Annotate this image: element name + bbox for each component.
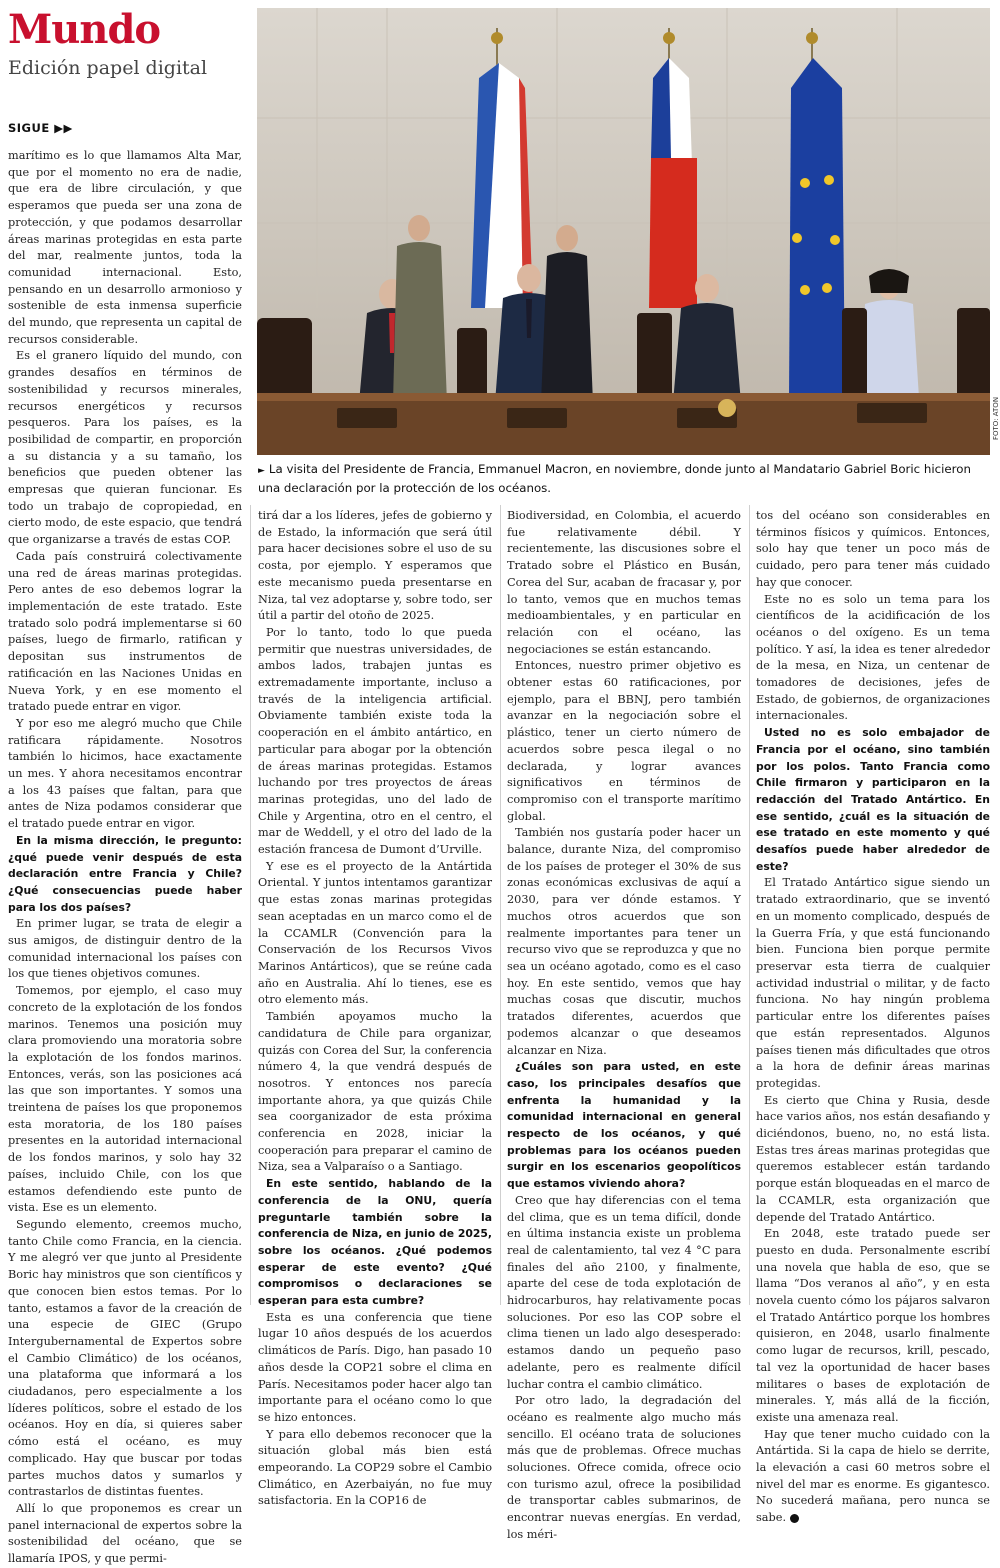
photo-caption [258, 461, 990, 497]
section-title: Mundo [8, 6, 161, 53]
article-paragraph: También nos gustaría poder hacer un balance, durante Niza, del compromiso de los países de proteger el 30% de sus zonas económicas exclusivas de aquí a 2030, para ver dónde estamos. Y muchos otros acuerdos que son realmente importantes para tener un recurso vivo que se reproduzca y que no sea un océano agotado, como es el caso hoy. En este sentido, vemos que hay muchas cosas que discutir, muchos tratados diferentes, acuerdos que podemos alcanzar o que deseamos alcanzar en Niza. [507, 826, 741, 1057]
column-divider [500, 505, 501, 1305]
end-of-article-icon [790, 1514, 799, 1523]
article-paragraph: tos del océano son considerables en términos físicos y químicos. Entonces, solo hay que tener un poco más de cuidado, pero para tener más cuidado hay que conocer. [756, 509, 990, 589]
article-paragraph: En primer lugar, se trata de elegir a sus amigos, de distinguir dentro de la comunidad internacional los países con los que tienes objetivos comunes. [8, 917, 242, 981]
article-paragraph: Biodiversidad, en Colombia, el acuerdo fue relativamente débil. Y recientemente, las discusiones sobre el Tratado sobre el Plástico en Busán, Corea del Sur, acaban de fracasar y, por lo tanto, vemos que en muchos temas medioambientales, y en particular en relación con el océano, las negociaciones se están estancando. [507, 509, 741, 656]
article-photo [257, 8, 990, 455]
continued-marker: SIGUE ▶▶ [8, 121, 73, 135]
interview-question: En la misma dirección, le pregunto: ¿qué puede venir después de esta declaración entre Francia y Chile? ¿Qué consecuencias puede haber para los dos países? [8, 833, 242, 914]
column-divider [749, 505, 750, 1305]
photo-illustration [257, 8, 990, 455]
article-paragraph: Es cierto que China y Rusia, desde hace varios años, nos están desafiando y diciéndonos, bueno, no, no está lista. Estas tres áreas marinas protegidas que queremos establecer están tardando porque están bloqueadas en el marco de la CCAMLR, esta organización que depende del Tratado Antártico. [756, 1093, 990, 1224]
article-paragraph: Es el granero líquido del mundo, con grandes desafíos en términos de sostenibilidad y recursos minerales, recursos energéticos y recursos pesqueros. Para los países, es la posibilidad de compartir, en proporción a su distancia y a su tamaño, los beneficios que pueden obtener las empresas que quieran funcionar. Es todo un trabajo de copropiedad, en cierto modo, de este espacio, que tendrá que organizarse a través de estas COP. [8, 349, 242, 547]
section-subtitle: Edición papel digital [8, 57, 208, 79]
article-paragraph: Creo que hay diferencias con el tema del clima, que es un tema difícil, donde en última instancia existe un problema real de calentamiento, tal vez 4 °C para finales del año 2100, y finalmente, aparte del cese de toda explotación de hidrocarburos, hay relativamente pocas soluciones. Por eso las COP sobre el clima tienen un lado algo desesperado: estamos dando un pequeño paso adelante, pero es realmente difícil luchar contra el cambio climático. [507, 1193, 741, 1391]
article-paragraph: El Tratado Antártico sigue siendo un tratado extraordinario, que se inventó en un momento complicado, después de la Guerra Fría, y que está funcionando bien. Funciona bien porque permite preservar esta tierra de cualquier actividad industrial o militar, y de facto funciona. No hay ningún problema particular entre los diferentes países que están representados. Algunos países tienen más dificultades que otros a la hora de definir áreas marinas protegidas. [756, 876, 990, 1090]
article-paragraph: Y por eso me alegró mucho que Chile ratificara rápidamente. Nosotros también lo hicimos, hace exactamente un mes. Y ahora necesitamos encontrar a los 43 países que faltan, para que antes de Niza podamos considerar que el tratado puede entrar en vigor. [8, 716, 242, 831]
photo-credit: FOTO: ATON [992, 396, 1000, 440]
article-paragraph: Este no es solo un tema para los científicos de la acidificación de los océanos o del oxígeno. Es un tema político. Y así, la idea es tener alrededor de la mesa, en Niza, un centenar de tomadores de decisiones, jefes de Estado, de gobiernos, de organizaciones internacionales. [756, 592, 990, 723]
article-paragraph: Entonces, nuestro primer objetivo es obtener estas 60 ratificaciones, por ejemplo, para el BBNJ, pero también avanzar en la negociación sobre el plástico, tener un cierto número de acuerdos sobre pesca ilegal o no declarada, y lograr avances significativos en términos de compromiso con el transporte marítimo global. [507, 659, 741, 823]
article-paragraph: Esta es una conferencia que tiene lugar 10 años después de los acuerdos climáticos de París. Digo, han pasado 10 años desde la COP21 sobre el clima en París. Necesitamos poder hacer algo tan importante para el océano como lo que se hizo entonces. [258, 1310, 492, 1424]
article-column-1 [8, 148, 242, 1566]
section-header [8, 8, 248, 80]
article-paragraph: Por otro lado, la degradación del océano es realmente algo mucho más sencillo. El océano trata de soluciones más que de problemas. Ofrece muchas soluciones. Ofrece comida, ofrece ocio con turismo azul, ofrece la posibilidad de transportar cables submarinos, de encontrar nuevas energías. En verdad, los méri- [507, 1394, 741, 1541]
article-paragraph: También apoyamos mucho la candidatura de Chile para organizar, quizás con Corea del Sur, la conferencia número 4, la que vendrá después de nosotros. Y entonces nos parecía importante ahora, ya que quizás Chile sea coorganizador de esta próxima conferencia en 2028, iniciar la cooperación para preparar el camino de Niza, sea a Valparaíso o a Santiago. [258, 1010, 492, 1174]
article-paragraph: En 2048, este tratado puede ser puesto en duda. Personalmente escribí una novela que habla de eso, que se llama “Dos veranos al año”, y en esta novela cuento cómo los pájaros salvaron el Tratado Antártico porque los hombres quisieron, en 2048, usarlo finalmente como lugar de recursos, krill, pescado, tal vez la oportunidad de hacer bases militares o bases de explotación de minerales. Y, más allá de la ficción, existe una amenaza real. [756, 1227, 990, 1424]
caption-text: La visita del Presidente de Francia, Emmanuel Macron, en noviembre, donde junto al Mandatario Gabriel Boric hicieron una declaración por la protección de los océanos. [258, 462, 971, 495]
article-paragraph: tirá dar a los líderes, jefes de gobierno y de Estado, la información que será útil para hacer decisiones sobre el uso de su costa, por ejemplo. Y esperamos que este mecanismo pueda presentarse en Niza, tal vez adoptarse y, sobre todo, ser útil a partir del otoño de 2025. [258, 509, 492, 623]
article-paragraph: Por lo tanto, todo lo que pueda permitir que nuestras universidades, de ambos lados, trabajen juntas es extremadamente importante, incluso a través de la inteligencia artificial. Obviamente también existe toda la cooperación en el ámbito antártico, en particular para abogar por la obtención de áreas marinas protegidas. Estamos luchando por tres proyectos de áreas marinas protegidas, uno del lado de Chile y Argentina, otro en el centro, el mar de Weddell, y el otro del lado de la estación francesa de Dumont d’Urville. [258, 625, 492, 857]
article-paragraph: Tomemos, por ejemplo, el caso muy concreto de la explotación de los fondos marinos. Tenemos una posición muy clara promoviendo una moratoria sobre la explotación de los fondos marinos. Entonces, verás, son las posiciones acá las que son importantes. Y somos una treintena de países los que proponemos esta moratoria, de los 180 países presentes en la autoridad internacional de los fondos marinos, y solo hay 32 países, incluido Chile, con los que estamos defendiendo este punto de vista. Ese es un elemento. [8, 984, 242, 1215]
interview-question: ¿Cuáles son para usted, en este caso, los principales desafíos que enfrenta la humanidad y la comunidad internacional en general respecto de los océanos, y qué problemas para los océanos pueden surgir en los escenarios geopolíticos que estamos viviendo ahora? [507, 1060, 741, 1191]
article-paragraph: Segundo elemento, creemos mucho, tanto Chile como Francia, en la ciencia. Y me alegró ver que junto al Presidente Boric hay ministros que son científicos y que conocen bien estos temas. Por lo tanto, estamos a favor de la creación de una especie de GIEC (Grupo Intergubernamental de Expertos sobre el Cambio Climático) de los océanos, una plataforma que informará a los ciudadanos, pero especialmente a los líderes políticos, sobre el estado de los océanos. Hoy en día, si quieres saber cómo está el océano, es muy complicado. Hay que buscar por todas partes muchos datos y sumarlos y contrastarlos de distintas fuentes. [8, 1218, 242, 1499]
interview-question: En este sentido, hablando de la conferencia de la ONU, quería preguntarle también sobre la conferencia de Niza, en junio de 2025, sobre los océanos. ¿Qué podemos esperar de este evento? ¿Qué compromisos o declaraciones se esperan para esta cumbre? [258, 1177, 492, 1308]
article-paragraph: Hay que tener mucho cuidado con la Antártida. Si la capa de hielo se derrite, la elevación a casi 60 metros sobre el nivel del mar es enorme. Es gigantesco. No sucederá mañana, pero nunca se sabe. [756, 1427, 990, 1525]
article-column-4 [756, 508, 990, 1525]
column-divider [250, 505, 251, 1305]
article-paragraph: Cada país construirá colectivamente una red de áreas marinas protegidas. Pero antes de eso debemos lograr la implementación de este tratado. Este tratado solo podrá implementarse si 60 países, luego de firmarlo, ratifican y depositan sus instrumentos de ratificación en las Naciones Unidas en Nueva York, y en ese momento el tratado puede entrar en vigor. [8, 549, 242, 714]
article-paragraph: Allí lo que proponemos es crear un panel internacional de expertos sobre la sostenibilidad del océano, que se llamaría IPOS, y que permi- [8, 1501, 242, 1566]
caption-marker-icon: ► [258, 466, 265, 476]
article-paragraph: Y para ello debemos reconocer que la situación global más bien está empeorando. La COP29 sobre el Cambio Climático, en Azerbaiyán, no fue muy satisfactoria. En la COP16 de [258, 1427, 492, 1508]
article-paragraph: marítimo es lo que llamamos Alta Mar, que por el momento no era de nadie, que era de libre circulación, y que esperamos que pueda ser una zona de protección, y que podamos desarrollar áreas marinas protegidas en esta parte del mar, realmente juntos, toda la comunidad internacional. Esto, pensando en un desarrollo armonioso y sostenible de esta inmensa superficie del mundo, que representa un capital de recursos considerable. [8, 149, 242, 346]
article-column-2 [258, 508, 492, 1508]
interview-question: Usted no es solo embajador de Francia por el océano, sino también por los polos. Tanto Francia como Chile firmaron y participaron en la redacción del Tratado Antártico. En ese sentido, ¿cuál es la situación de ese tratado en este momento y qué desafíos puede haber alrededor de este? [756, 726, 990, 873]
article-column-3 [507, 508, 741, 1541]
article-paragraph: Y ese es el proyecto de la Antártida Oriental. Y juntos intentamos garantizar que estas zonas marinas protegidas sean aceptadas en un marco como el de la CCAMLR (Convención para la Conservación de los Recursos Vivos Marinos Antárticos), que se reúne cada año en Australia. Ahí lo tienes, ese es otro elemento más. [258, 859, 492, 1007]
